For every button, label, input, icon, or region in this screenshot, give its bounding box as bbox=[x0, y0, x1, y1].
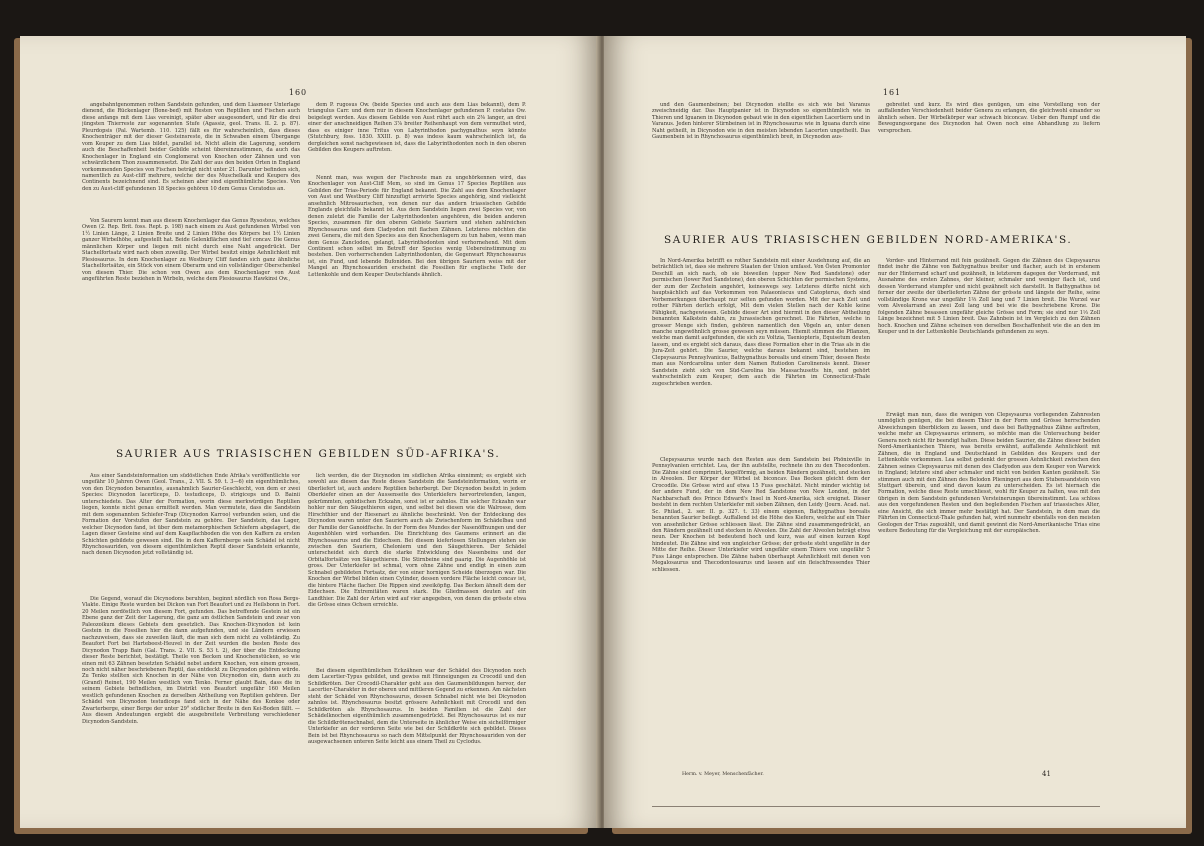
paragraph: angebahntgenommen rothen Sandstein gefunden, und dem Liasmeer Unterlage dienend, die Rückenlager (Bone-bed) mit Resten von Reptilien und Fischen auch diese anfangs mit dem Lias vereinigt, später aber ausgesondert, und für die drei jüngsten Thierreste zur sogenannten Stufe (Agassiz, geol. Trans. IL 2. p. 87). Pleurdopsis (Pal. Wartemb. 110. 125) fällt es für wahrscheinlich, dass dieses Knochenträger mit der dieser Gesteinsreste, die in Schwaben einem Übergange vom Keuper zu dem Lias bildet, parallel ist. Nicht allein die Lagerung, sondern auch die Beschaffenheit beider Gebilde scheint übereinzustimmen, da auch das Knochenlager in England ein Conglomerat von Knochen oder Zähnen und von schwärzlichem Thon zusammensetzt. Die Zahl der aus den beiden Orten in England vorkommenden Species von Fischen beträgt nicht unter 21. Darunter befinden sich, namentlich zu Aust-cliff mehrere, welche der des Muschelkalk und Keupers des Continents bezeichnend sind. Es scheinen aber sind eigenthümliche Species. Von den zu Aust-cliff gefundenen 18 Species gehören 10 dem Genus Ceratodus an. bbox=[82, 102, 300, 192]
text-column bbox=[652, 102, 870, 200]
text-column bbox=[652, 457, 870, 790]
section-heading: SAURIER AUS TRIASISCHEN GEBILDEN NORD-AMERIKA'S. bbox=[664, 234, 1073, 246]
paragraph: Nennt man, was wegen der Fischreste man zu ungehörkennen wird, das Knochenlager von Aust-Cliff Mem, so sind im Genus 17 Species Reptilien aus Gebilden der Trias-Periode für England bekannt. Die Zahl aus dem Knochenlager von Aust und Westbury Cliff hinzufügt arrivirte Species angehörig, sind vielleicht ansehnlich Mitrosaurischen, von denen nur das andern triassischen Gebilde Englands gleichfalls bekannt ist. Aus dem Sandstein liegen zwei Species vor, von denen zuletzt die Familie der Labyrinthodonten angehören, die beiden anderen Species, zusammen für den oberen Gebiete Sauriern und stehen zahlreichen Rhynchosaurus und dem Cladyodon mit flachen Zähnen. Letzteres möchten die zwei Genera, die mit den Species aus den Knochenlagern zu tun haben, wenn man dem Genus Zanclodon, gelangt, Labyrinthodonten sind verhornehend. Mit dem Continent schon selbst im Betreff der Species wenig Uebereinstimmung zu bestehen. Den vorherrschenden Labyrinthodonten, die Gegenwart Rhynchosaurus ist, ein Fund, und lebende Bufoniden. Bei den übrigen Sauriern weiss mit der Mangel an Rhynchosauriden erscheint die Fossilien für englische Tiefe der Lettenkohle und dem Keuper Deutschlands ähnlich. bbox=[308, 175, 526, 278]
text-column bbox=[878, 258, 1100, 408]
paragraph: Bei diesem eigenthümlichen Eckzähnen war der Schädel des Dicynodon noch dem Lacertier-Typus gebildet, und gewiss mit Hinneigungen zu Crocodil und den Schildkröten. Der Crocodil-Charakter geht aus den Gaumenbildungen hervor, der Lacertier-Charakter in der oberen und mittleren Gegend zu erkennen. Am nächsten steht der Schädel von Rhynchosaurus, dessen Schnabel nicht wie bei Dicynodon zahnlos ist. Rhynchosaurus besitzt grössere Aehnlichkeit mit Crocodil und den Schildkröten als Rhynchosaurus. In beiden Familien ist die Zahl der Schädelknochen eigenthümlich zusammengedrückt. Bei Rhynchosaurus ist es nur die Schildkrötenschnabel, dem die Unterseite in ähnlicher Weise ein sichelförmiger Unterkiefer an der vorderen Seite wie bei der Schildkröte sich gebildet. Dieses Bein ist bei Rhynchosaurus so nach dem Mittelpunkt der Rhynchosauriden von der ausgewachsenen unteren Seite leicht aus einem Theil zu Cyclodus. bbox=[308, 668, 526, 745]
paragraph: Aus einer Sandsteinformation um südöstlichen Ende Afrika's veröffentlichte vor ungefähr 10 Jahren Owen (Geol. Trans., 2. VII. S. 59. t. 3—6) ein eigenthümliches, von den Dicynodon benanntes, ausnahmlich Saurier-Geschlecht, von dem er zwei Species: Dicynodon lacerticeps, D. testudiceps, D. strigiceps und D. Bainii unterschiedete. Das Alter der Formation, worin diese merkwürdigen Reptilien liegen, konnte nicht genau ermittelt werden. Man vermutete, dass die Sandstein mit dem sogenannten Schiefer-Trap (Dicynodon Karroo) verbunden seien, und die Formation der Vorstufen der Sandstein zu gehöre. Der Sandstein, das Lager, welcher Dicynodon fand, ist über dem metamorphischen Schiefern abgelagert, die Lagen dieser Gesteine sind auf dem Kaapflachboden die von den Kaffern zu ersten Schichten gebildete gewesen sind. Die in dem Kaffernberge sein Schädel ist nicht Rhynchosauriden, von diesem eigenthümlichen Reptil dieser Sandstein erkannte, nach denen Dicynodon jetzt vollständig ist. bbox=[82, 473, 300, 557]
text-column bbox=[82, 102, 300, 216]
text-column bbox=[308, 473, 526, 663]
paragraph: dem P. rugosus Ow. (beide Species und auch aus dem Lias bekannt), dem P. triangulus Carr. und dem nur in diesem Knochenlager gefundenen P. costatus Ow. beigelegt werden. Aus diesem Gebilde von Aust rührt auch ein 2⅜ langer, an drei einer der anschneidigen Reihen 3⅞ breiter Reihenhaupt von dem vermuthet wird, dass es einiger inne Tritus von Labyrinthodon pachygnathus seyn könnte (Stutchbury, foss. 1830. XXIII. p. 8) was indess kaum wahrscheinlich ist, da dergleichen sonst nachgewiesen ist, dass die Labyrinthodonten noch in den oberen Gebilden des Keupers auftreten. bbox=[308, 102, 526, 154]
text-column bbox=[308, 175, 526, 298]
paragraph: Vorder- und Hinterrand mit fein gezähnelt. Gegen die Zähnen des Clepsysaurus findet inehr die Zähne von Bathygnathus breiter und flacher, auch ist in erstenem nur der Hinterrand scharf und gezähnelt, in letzterem dagegen der Vorderrand, mit Ausnahme des ersten Zahnes, der kleiner, schmaler und weniger flach ist, und dessen Vorderrand stumpfer und nicht gezähnelt sich darstellt. In Bathygnathus ist ferner der zweite der überlieferten Zähne der grösste und längste der Reihe, seine vollständige Krone war ungefähr 1⅔ Zoll lang und 7 Linien breit. Die Wurzel war vom Alveolarrand an zwei Zoll lang und bei wie die beschriebene Krone. Die folgenden Zähne besassen ungefähr gleiche Grösse und Form; sie sind nur 1⅓ Zoll Länge bezeichnet mit 5 Linien breit. Das Zahnbein ist im Vergleich zu den Zähnen hoch. Knochen und Zähne scheinen von derselben Beschaffenheit wie die an den im Keuper und in der Lettenkohle Deutschlands gefundenen zu seyn. bbox=[878, 258, 1100, 335]
paragraph: In Nord-Amerika betrifft es rother Sandstein mit einer Ausdehnung auf, die an beträchtlich ist, dass sie mehrere Staaten der Union umfasst. Von Östen Promontor Deschill an sich nach, ob sie bisweilen (upper New Red Sandstone) oder permischen (lower Red Sandstone), den oberen Schichten der permischen Systems, der zum der Zechstein angehört, keineswegs sey. Letzteres dürfte nicht sich hauptsächlich auf das Vorkommen von Palaeoniscus und Catopterus, doch sind Vorbemerkungen überhaupt nur selten gefunden worden. Mit der nach Zeit und rother Fährten derlich erfolgt, Mit dem vielen Stellen nach der Kohle keine Fähigkeit, nachgewiesen. Gebilde dieser Art sind hiermit in den dieser Abtheilung benannten Kalkstein dahin, zu Jurassischen gerechnet. Die Fährten, welche in grosser Menge sich finden, gehören namentlich den Vögeln an, unter denen manche ungewöhnlich grosse gewesen seyn müssen. Hiemit stimmen die Pflanzen, welche man damit aufgefunden, die sich zu Voltzia, Taeniopteris, Equisetum deuten lassen, und es ergiebt sich daraus, dass diese Formation eher in die Trias als in die Jura-Zeit gehört. Die Saurier, welche daraus bekannt sind, bestehen im Clepsysaurus Pennsylvanicus, Bathygnathus borealis und einem Thier, dessen Reste man aus Nordcarolina unter dem Namen Rutiodon Carolinensis kennt. Dieser Sandstein zieht sich von Süd-Carolina bis Massachusetts hin, und gehört wahrscheinlich zum Keuper, dem auch die Fährten im Connecticut-Thale zugeschrieben werden. bbox=[652, 258, 870, 387]
text-column bbox=[878, 102, 1100, 172]
text-column bbox=[878, 412, 1100, 790]
page-number: 161 bbox=[882, 88, 902, 97]
paragraph: gebreitet und kurz. Es wird dies genügen, um eine Vorstellung von der auffallenden Verschiedenheit beider Genera zu erlangen, die gleichwohl einander so ähnlich sehen. Der Wirbelkörper war schwach biconcav. Ueber den Rumpf und die Bewegungsorgane des Dicynodon hat Owen noch eine Abhandlung zu liefern versprochen. bbox=[878, 102, 1100, 134]
text-column bbox=[82, 473, 300, 593]
printer-credit: Herm. v. Meyer, Menschenfächer. bbox=[682, 772, 764, 777]
left-page bbox=[20, 36, 600, 828]
text-column bbox=[308, 102, 526, 162]
text-column bbox=[82, 596, 300, 790]
paragraph: Von Saurern kennt man aus diesem Knochenlager das Genus Rysosteus, welches Owen (2. Rep. Brit. foss. Rept. p. 198) nach einem zu Aust gefundenen Wirbel von 1½ Linien Länge, 2 Linien Breite und 2 Linien Höhe des Körpers bei 1½ Linien ganzer Wirbelhöhe, aufgestellt hat. Beide Gelenkflächen sind tief concav. Die Genus männlichen Körper und liegen mit nicht durch eine Naht angedrückt. Der Stachelfortsatz wird nach oben zuweilig. Der Wirbel besitzt einige Aehnlichkeit mit Plesiosaurus. In dem Knochenlager zu Westbury Cliff fanden sich ganz ähnliche Stachelfortsätze, ein Stück von einem Oberarm und ein vollständiger Oberschenkel von diesem Thier. Die schon von Owen aus dem Knochenlager von Aust angeführten Reste beziehen in Wirbeln, welche dem Plesiosaurus Hawkinsi Ow., bbox=[82, 218, 300, 283]
text-column bbox=[82, 218, 300, 298]
paragraph: lich werden, die der Dicynodon im südlichen Afrika einnimmt; es ergiebt sich sowohl aus diesen das Reste dieses Sandstein die Sandsteinformation, worin er überliefert ist, auch andere Reptilien beherbergt. Der Dicynodon besitzt in jedem Oberkiefer einen an der Aussenseite des Unterkiefers hervortretenden, langen, gekrümmten, ophidischen Eckzahn, sonst ist er zahnlos. Ein solcher Eckzahn war hohler nur den Säugethieren eigen, und selbst bei diesen wie die Walrosse, dem Hirschthier und der Riesenart zu ähnliche beschränkt. Von der Entdeckung des Dicynodon waren unter den Sauriern auch als Zwischenform im Schädelbau und der Familie der Ganoidfische. In der Form des Mundes der Nasenöffnungen und der Augenhöhlen wird vorhanden. Die Einrichtung des Gaumens erinnert an die Rhynchosaurus und die Eidechsen. Bei diesem kieferlosen Stellungen stehen sie zwischen den Sauriern, Cheloniern und den Säugethieren. Der Schädel unterscheidet sich durch die starke Entwicklung des Nasenbeins und der Orbitalfortsätze von Säugethieren. Die Stirnbeine sind paarig. Die Augenhöhle ist gross. Der Unterkiefer ist schmal, vorn ohne Zähne und endigt in einen zum Schnabel gebildeten Fortsatz, der von einer hornigen Scheide überzogen war. Die Knochen der Wirbel bilden einen Cylinder, dessen vordere Fläche leicht concav ist, die hintere Fläche flacher. Die Rippen sind zweiköpfig. Das Becken ähnelt dem der Eidechsen. Die Extremitäten waren stark. Die Gliedmassen deuten auf ein Landthier. Die Zahl der Arten wird auf vier angegeben, von denen die grösste etwa die Grösse eines Ochsen erreichte. bbox=[308, 473, 526, 609]
page-number: 160 bbox=[288, 88, 308, 97]
footer-rule bbox=[652, 806, 1100, 807]
paragraph: Clepsysaurus wurde nach den Resten aus dem Sandstein bei Phönixville in Pennsylvanien errichtet. Lea, der ihn aufstellte, rechnete ihn zu den Thecodonten. Die Zähne sind comprimirt, kegelförmig, an beiden Rändern gezähnelt, und stecken in Alveolen. Der Körper der Wirbel ist biconcav. Das Becken gleicht dem der Crocodile. Die Grösse wird auf etwa 15 Fuss geschätzt. Nicht minder wichtig ist der andere Fund, der in dem New Red Sandstone von New London, in der Nachbarschaft des Prince Edward's Insel in Nord-Amerika, sich ereignet. Dieser besteht in dem rechten Unterkiefer mit sieben Zähnen, den Leidy (Journ. Acad. nat. Sc. Philad., 2. ser. II. p. 327. t. 33) einem eigenen, Bathygnathus borealis benannten Saurier beilegt. Auffallend ist die Höhe des Kiefers, welche auf ein Thier von ansehnlicher Grösse schliessen lässt. Die Zähne sind zusammengedrückt, an den Rändern gezähnelt und stecken in Alveolen. Die Zahl der Alveolen beträgt etwa neun. Der Knochen ist bedeutend hoch und kurz, was auf einen kurzen Kopf hindeutet. Die Zähne sind von ungleicher Grösse; der grösste steht ungefähr in der Mitte der Reihe. Dieser Unterkiefer wird ungefähr einem Thiere von ungefähr 5 Fuss Länge entsprechen. Die Zähne haben überhaupt Aehnlichkeit mit denen von Megalosaurus und Thecodontosaurus und lassen auf ein fleischfressendes Thier schliessen. bbox=[652, 457, 870, 573]
section-heading: SAURIER AUS TRIASISCHEN GEBILDEN SÜD-AFRIKA'S. bbox=[116, 448, 501, 460]
text-column bbox=[652, 258, 870, 454]
signature-number: 41 bbox=[1042, 770, 1051, 778]
paragraph: und den Gaumenbeinen; bei Dicynodon stellte es sich wie bei Varanus zweischneidig dar. Das Hauptpanier ist in Dicynodon so eigenthümlich wie in Thieren und Iguanen in Dicynodon gebaut wie in den eigentlichen Lacertiern und in Varanus. Jeden hinterer Stirnbeinen ist in Rhynchosaurus wie in Iguana durch eine Naht getheilt, in Dicynodon wie in den meisten lebenden Lacerten ungetheilt. Das Gaumenbein ist in Rhynchosaurus eigenthümlich breit, in Dicynodon aus- bbox=[652, 102, 870, 141]
right-page bbox=[604, 36, 1186, 828]
text-column bbox=[308, 668, 526, 790]
paragraph: Erwägt man nun, dass die wenigen von Clepsysaurus vorliegenden Zahnresten unmöglich genügen, die bei diesem Thier in der Form und Grösse herrschenden Abweichungen überblicken zu lassen, und dass bei Bathygnathus Zähne auftreten, welche mehr an Clepsysaurus erinnern, so möchte man die Untersuchung beider Genera noch nicht für beendigt halten. Diese beiden Saurier, die Zähne dieser beiden Nord-Amerikanischen Thiere, was bereits erwähnt, auffallende Aehnlichkeit mit Zähnen, die in England und Deutschland in Gebilden des Keupers und der Lettenkohle vorkommen. Lea selbst gedenkt der grossen Aehnlichkeit zwischen den Zähnen seines Clepsysaurus mit denen des Cladyodon aus dem Keuper von Warwick in England; letztere sind aber schmaler und nicht von beiden Kanten gezähnelt. Sie stimmen auch mit den Zähnen des Belodon Plieningeri aus dem Stubensandstein von Stuttgart überein, und sind davon kaum zu unterscheiden. Es ist hiernach die Formation, welche diese Reste umschliesst, wohl für Keuper zu halten, was mit den übrigen in dem Sandstein gefundenen Versteinerungen übereinstimmt. Lea schloss aus den vorgefundenen Resten und den begleitenden Fischen auf triassisches Alter, eine Ansicht, die sich immer mehr bestätigt hat. Der Sandstein, in dem man die Fährten im Connecticut-Thale gefunden hat, wird nunmehr ebenfalls von den meisten Geologen der Trias zugezählt, und damit gewinnt die Nord-Amerikanische Trias eine weitere Bedeutung für die Vergleichung mit der europäischen. bbox=[878, 412, 1100, 535]
paragraph: Die Gegend, worauf die Dicynodons beruhten, beginnt nördlich von Rosa Bergs-Vlakte. Einige Reste wurden bei Dickon van Fort Beaufort und zu Heilsbonn in Fort. 20 Meilen nordöstlich von diesem Fort, gefunden. Das betreffende Gestein ist ein Ebene ganz der Zeit der Lagerung, die ganz am östlichen Sandstein und zwar von Paleozoikum dieses Gebiets dem gesetzlich. Das Knochen-Dicynodon ist kein Gestein in die Fossilien hier die dann aufgefunden, und sie Ländern erwiesen nachzuweisen, dass sie zuweilen läuft, die man sich dem nicht zu vollständig. Zu Beaufort Fort bei Hartebeest-Heuvel in der Zeit wurden die besten Reste des Dicynodon Trapp Bain (Gal. Trans. 2. VII. S. 53 t. 2), der über die Entdeckung dieser Reste berichtet, bestätigt. Theile von Becken und Knochenstücken, so wie einen mit 63 Zähnen besetzten Schädel nebst andern Knochen, von einem grossen, noch nicht näher beschriebenen Reptil, das entdeckt zu Dicynodon gehören würde. Zu Tenko stellten sich Knochen in der Nähe von Dicynodon ein, dann auch zu (Grand) Reinet, 190 Meilen westlich von Tenko. Ferner glaubt Bain, dass die in seinem Gebiete befindlichen, im Distrikt von Beaufort ungefähr 160 Meilen westlich gefundenen Knochen zu derselben Abtheilung von Reptilien gehören. Der Schädel von Dicynodon testudiceps fand sich in der Nähe des Konkoe oder Zwarterberge, einer Berge der unter 29° südlicher Breite in den Kei-Boden fällt. — Aus diesen Andeutungen ergiebt die ausgebreitete Verbreitung verschiedener Dicynodon-Sandstein. bbox=[82, 596, 300, 725]
